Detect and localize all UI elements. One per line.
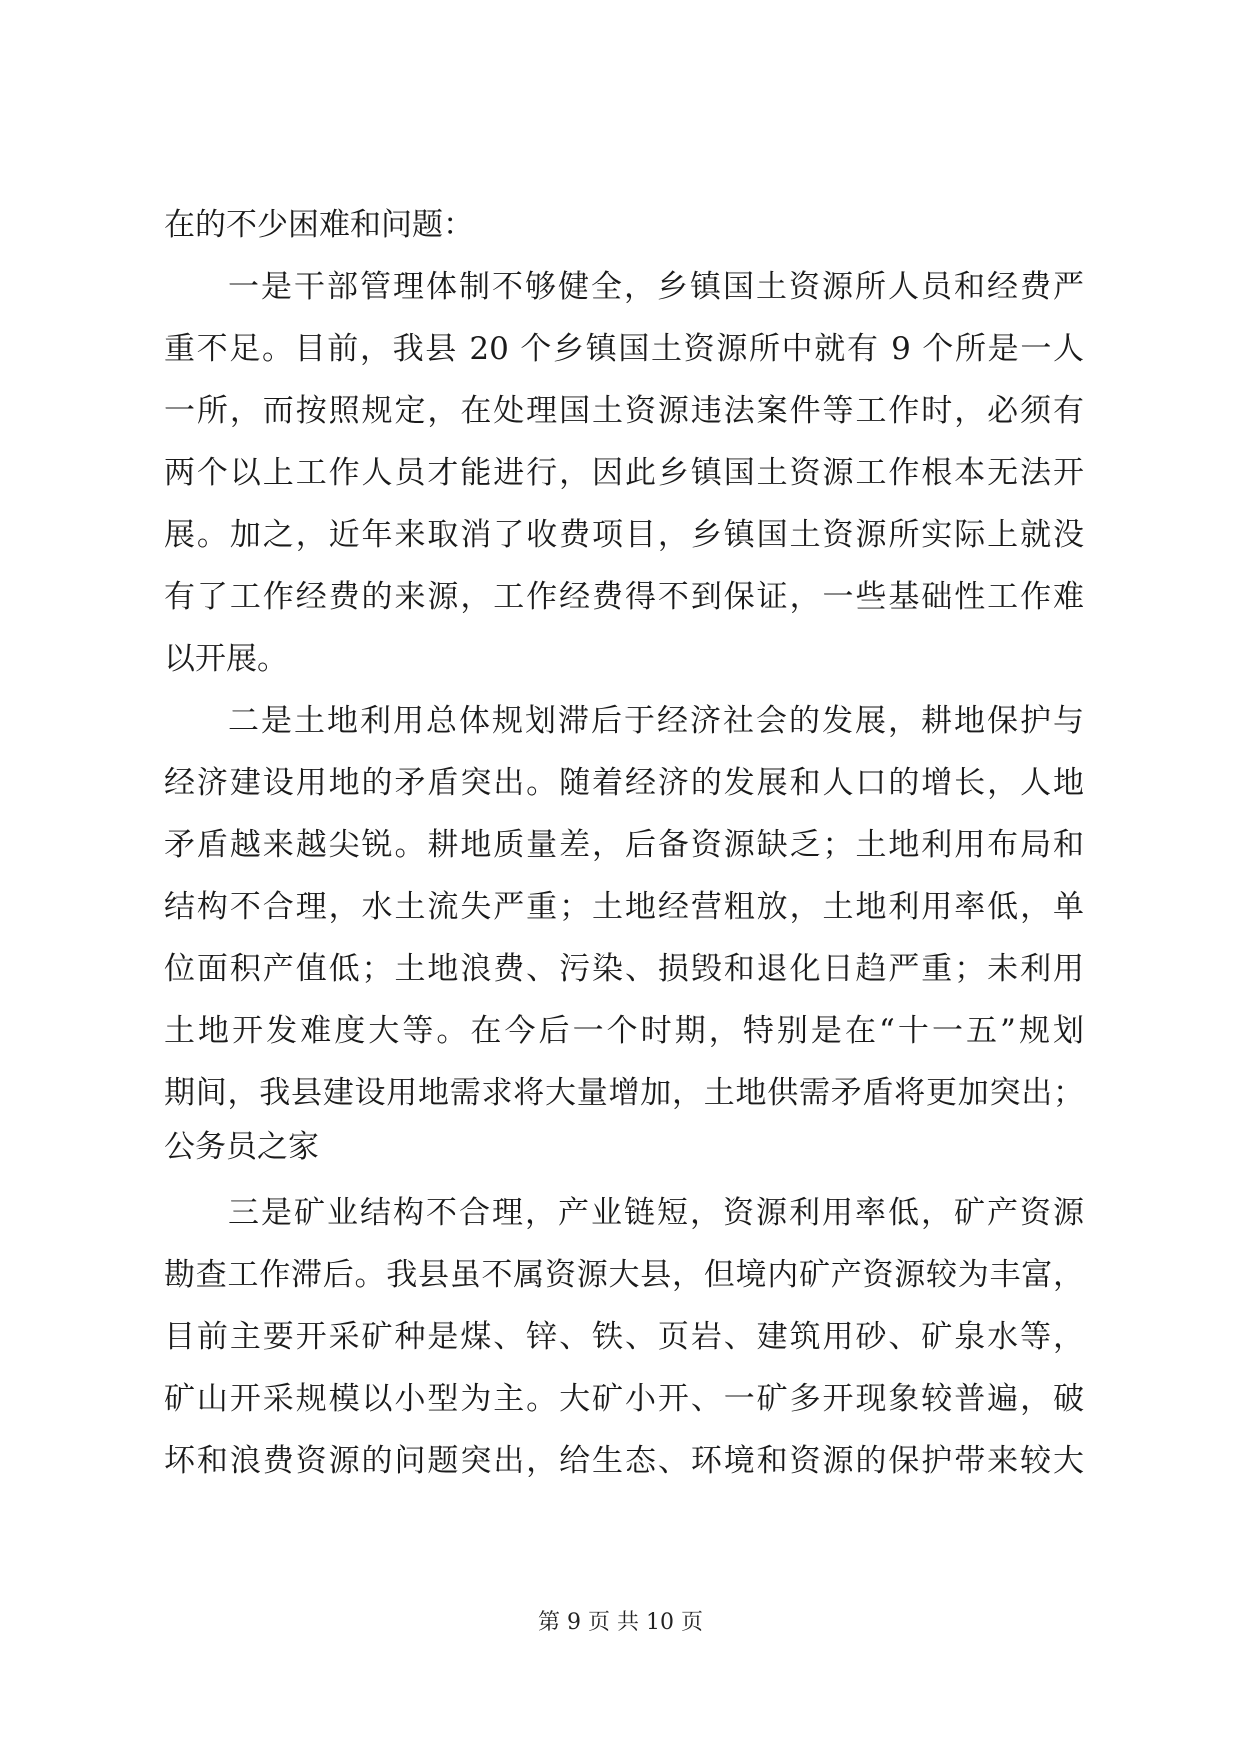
- text-line: 土地开发难度大等。在今后一个时期，特别是在“十一五”规划: [164, 1013, 1084, 1049]
- text-line: 期间，我县建设用地需求将大量增加，土地供需矛盾将更加突出；: [164, 1075, 1084, 1111]
- text-line: 勘查工作滞后。我县虽不属资源大县，但境内矿产资源较为丰富，: [164, 1257, 1084, 1293]
- paragraph-first-line: 三是矿业结构不合理，产业链短，资源利用率低，矿产资源: [228, 1195, 1084, 1231]
- text-line: 两个以上工作人员才能进行，因此乡镇国土资源工作根本无法开: [164, 455, 1084, 491]
- text-line: 位面积产值低；土地浪费、污染、损毁和退化日趋严重；未利用: [164, 951, 1084, 987]
- text-line: 展。加之，近年来取消了收费项目，乡镇国土资源所实际上就没: [164, 517, 1084, 553]
- text-line: 公务员之家: [164, 1129, 319, 1165]
- text-line: 在的不少困难和问题：: [164, 207, 474, 243]
- page-number-footer: 第 9 页 共 10 页: [538, 1610, 703, 1635]
- paragraph-first-line: 二是土地利用总体规划滞后于经济社会的发展，耕地保护与: [228, 703, 1084, 739]
- text-line: 经济建设用地的矛盾突出。随着经济的发展和人口的增长，人地: [164, 765, 1084, 801]
- text-line: 坏和浪费资源的问题突出，给生态、环境和资源的保护带来较大: [164, 1443, 1084, 1479]
- text-line: 以开展。: [164, 641, 288, 677]
- text-line: 有了工作经费的来源，工作经费得不到保证，一些基础性工作难: [164, 579, 1084, 615]
- text-line: 结构不合理，水土流失严重；土地经营粗放，土地利用率低，单: [164, 889, 1084, 925]
- text-line: 一所，而按照规定，在处理国土资源违法案件等工作时，必须有: [164, 393, 1084, 429]
- text-line: 重不足。目前，我县 20 个乡镇国土资源所中就有 9 个所是一人: [164, 331, 1084, 367]
- text-line: 目前主要开采矿种是煤、锌、铁、页岩、建筑用砂、矿泉水等，: [164, 1319, 1084, 1355]
- text-line: 矛盾越来越尖锐。耕地质量差，后备资源缺乏；土地利用布局和: [164, 827, 1084, 863]
- text-line: 矿山开采规模以小型为主。大矿小开、一矿多开现象较普遍，破: [164, 1381, 1084, 1417]
- paragraph-first-line: 一是干部管理体制不够健全，乡镇国土资源所人员和经费严: [228, 269, 1084, 305]
